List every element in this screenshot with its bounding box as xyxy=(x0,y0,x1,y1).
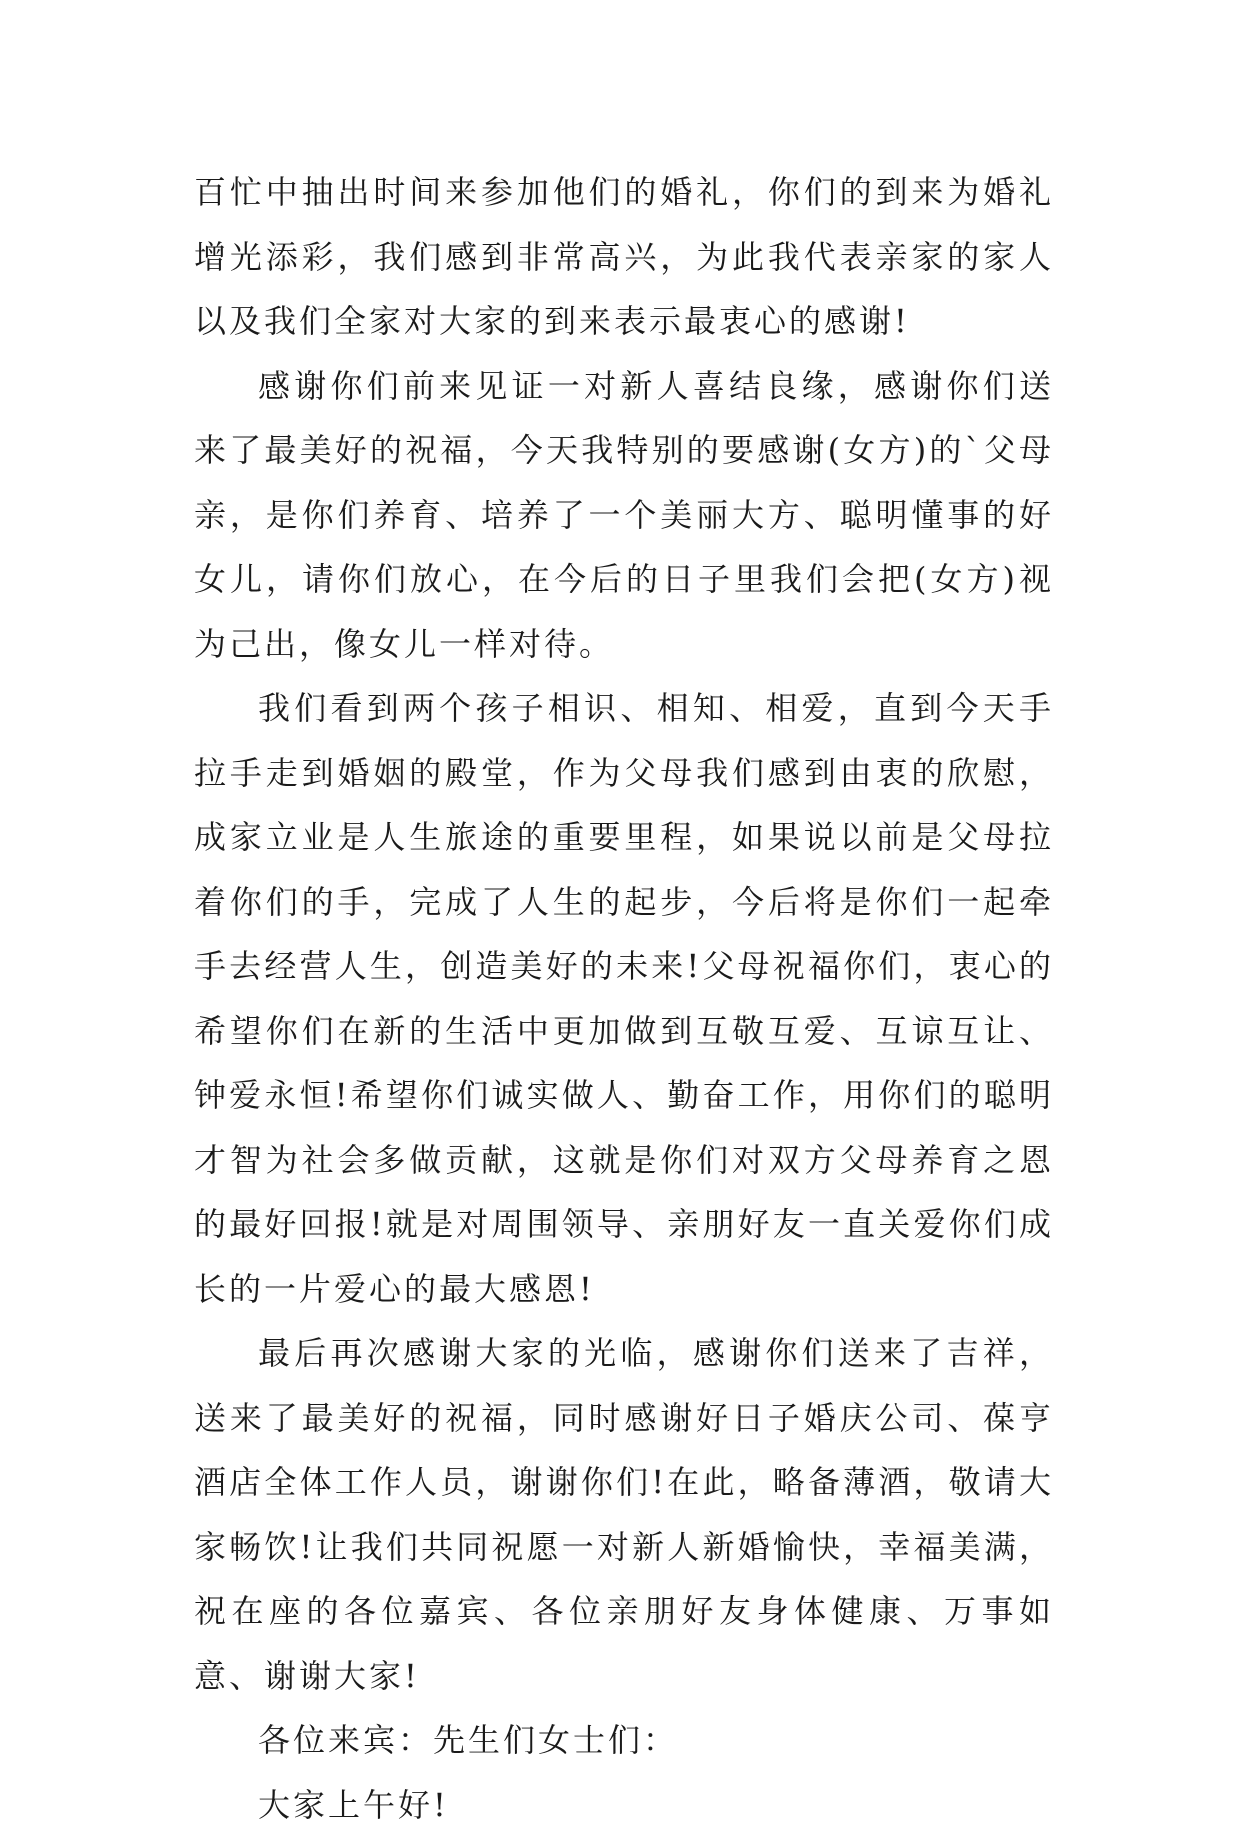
paragraph-parents-blessing: 我们看到两个孩子相识、相知、相爱，直到今天手拉手走到婚姻的殿堂，作为父母我们感到由衷的欣慰，成家立业是人生旅途的重要里程，如果说以前是父母拉着你们的手，完成了人生的起步，今后将是你们一起牵手去经营人生，创造美好的未来!父母祝福你们，衷心的希望你们在新的生活中更加做到互敬互爱、互谅互让、钟爱永恒!希望你们诚实做人、勤奋工作，用你们的聪明才智为社会多做贡献，这就是你们对双方父母养育之恩的最好回报!就是对周围领导、亲朋好友一直关爱你们成长的一片爱心的最大感恩! xyxy=(194,676,1054,1321)
paragraph-salutation: 各位来宾：先生们女士们： xyxy=(194,1708,1054,1773)
paragraph-greeting: 大家上午好! xyxy=(194,1773,1054,1837)
document-body xyxy=(194,160,1054,1837)
paragraph-closing-toast: 最后再次感谢大家的光临，感谢你们送来了吉祥，送来了最美好的祝福，同时感谢好日子婚庆公司、葆亨酒店全体工作人员，谢谢你们!在此，略备薄酒，敬请大家畅饮!让我们共同祝愿一对新人新婚愉快，幸福美满，祝在座的各位嘉宾、各位亲朋好友身体健康、万事如意、谢谢大家! xyxy=(194,1321,1054,1708)
paragraph-thanks-witness: 感谢你们前来见证一对新人喜结良缘，感谢你们送来了最美好的祝福，今天我特别的要感谢(女方)的`父母亲，是你们养育、培养了一个美丽大方、聪明懂事的好女儿，请你们放心，在今后的日子里我们会把(女方)视为己出，像女儿一样对待。 xyxy=(194,354,1054,677)
paragraph-continuation: 百忙中抽出时间来参加他们的婚礼，你们的到来为婚礼增光添彩，我们感到非常高兴，为此我代表亲家的家人以及我们全家对大家的到来表示最衷心的感谢! xyxy=(194,160,1054,354)
